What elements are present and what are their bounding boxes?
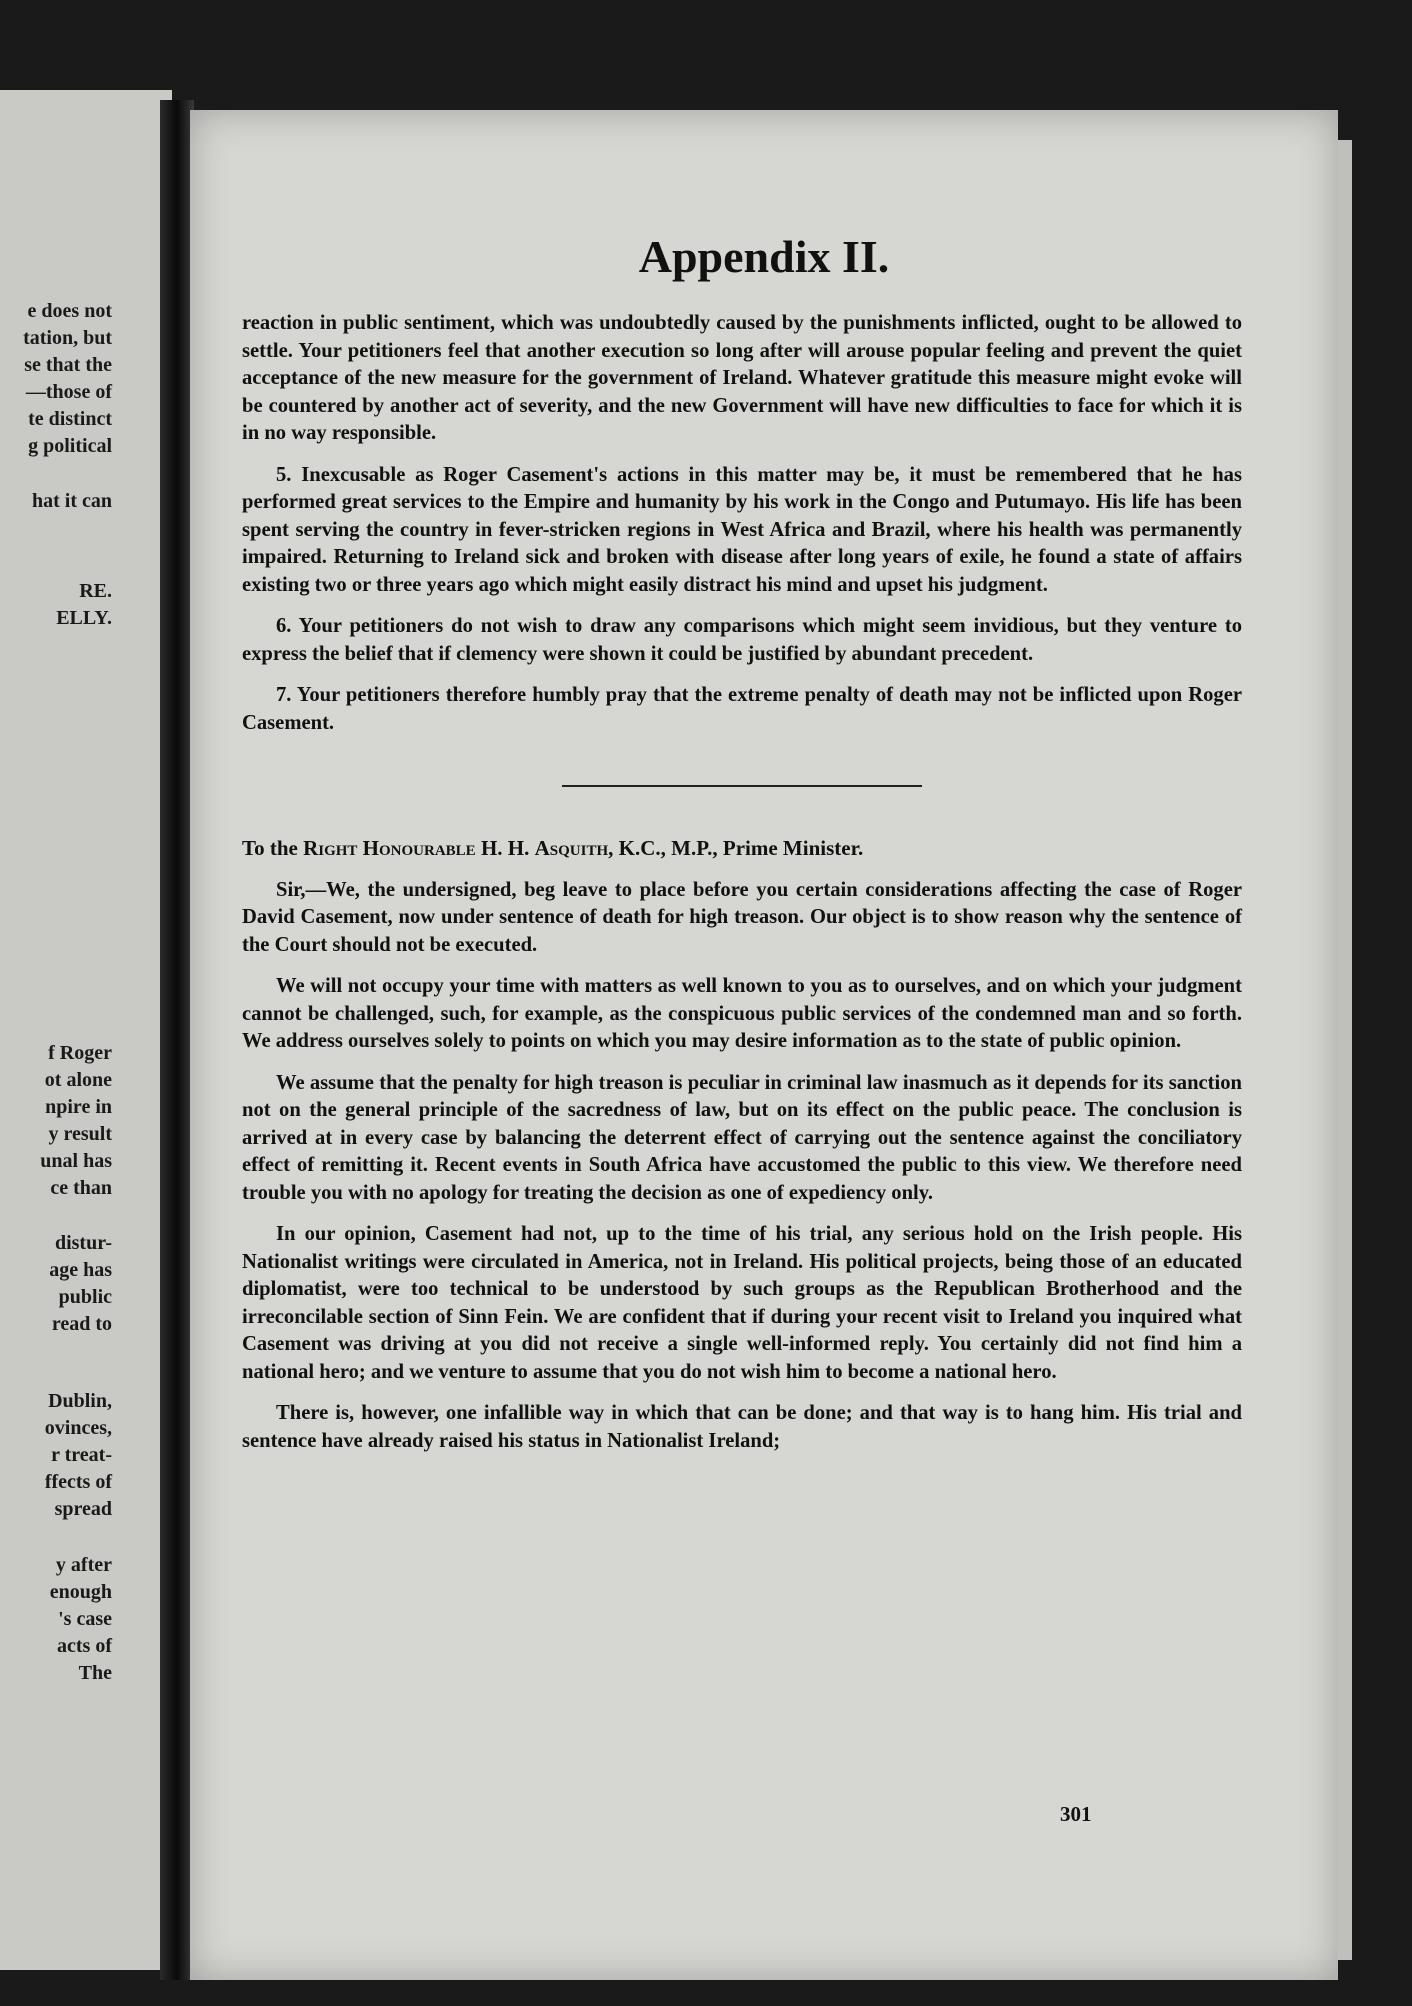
paragraph-continued: reaction in public sentiment, which was undoubtedly caused by the punishments inflicted, ought to be allowed to settle. Your petitioners feel that another execution so long after will arouse popular feeling and prevent the quiet acceptance of the new measure for the government of Ireland. Whatever gratitude this measure might evoke will be countered by another act of severity, and the new Government will have new difficulties to face for which it is in no way responsible. [242, 312, 1242, 444]
letter-paragraph-5: There is, however, one infallible way in which that can be done; and that way is to hang him. His trial and sentence have already raised his status in Nationalist Ireland; [242, 1402, 1242, 1452]
left-page-fragment: f Roger [48, 1042, 112, 1064]
left-page-fragment: ovinces, [44, 1417, 112, 1439]
letter-paragraph-2: We will not occupy your time with matters as well known to you as to ourselves, and on which your judgment cannot be challenged, such, for example, as the conspicuous public services of the condemned man and so forth. We address ourselves solely to points on which you may desire information as to the state of public opinion. [242, 975, 1242, 1052]
paragraph-5: 5. Inexcusable as Roger Casement's actions in this matter may be, it must be remembered that he has performed great services to the Empire and humanity by his work in the Congo and Putumayo. His life has been spent serving the country in fever-stricken regions in West Africa and Brazil, where his health was permanently impaired. Returning to Ireland sick and broken with disease after long years of exile, he found a state of affairs existing two or three years ago which might easily distract his mind and upset his judgment. [242, 463, 1242, 596]
left-page-fragment: distur- [54, 1232, 112, 1254]
left-page-fragment: e does not [27, 300, 112, 322]
left-page-fragment: RE. [79, 580, 112, 602]
letter-paragraph-4: In our opinion, Casement had not, up to the time of his trial, any serious hold on the Irish people. His Nationalist writings were circulated in America, not in Ireland. His political projects, being those of an educated diplomatist, were too technical to be understood by such groups as the Republican Brotherhood and the irreconcilable section of Sinn Fein. We are confident that if during your recent visit to Ireland you inquired what Casement was driving at you did not receive a single well-informed reply. You certainly did not find him a national hero; and we venture to assume that you do not wish him to become a national hero. [242, 1223, 1242, 1383]
left-page-fragment: hat it can [32, 490, 112, 512]
left-page-fragment: g political [28, 435, 112, 457]
left-page-fragment: read to [51, 1313, 112, 1335]
left-page-fragment: ELLY. [56, 607, 112, 629]
left-page-fragment: ffects of [44, 1471, 112, 1493]
book-gutter [160, 100, 194, 1980]
left-page-fragment: r treat- [51, 1444, 112, 1466]
letter-address [242, 835, 1242, 863]
left-page-fragment: te distinct [28, 408, 112, 430]
left-page-fragment: The [78, 1662, 112, 1684]
section-divider [562, 785, 922, 787]
left-page [0, 90, 172, 1970]
left-page-fragment: enough [49, 1581, 112, 1603]
left-page-fragment: Dublin, [48, 1390, 112, 1412]
page-title: Appendix II. [638, 231, 890, 282]
left-page-fragment: y result [48, 1123, 112, 1145]
left-page-fragment: age has [49, 1259, 112, 1281]
left-page-fragment: —those of [25, 381, 112, 403]
left-page-fragment: se that the [24, 354, 112, 376]
left-page-fragment: spread [54, 1498, 112, 1520]
address-name: H. H. [480, 836, 530, 860]
left-page-fragment: y after [55, 1554, 112, 1576]
letter-paragraph-3: We assume that the penalty for high treason is peculiar in criminal law inasmuch as it depends for its sanction not on the general principle of the sacredness of law, but on its effect on the public peace. The conclusion is arrived at in every case by balancing the deterrent effect of carrying out the sentence against the conciliatory effect of remitting it. Recent events in South Africa have accustomed the public to this view. We therefore need trouble you with no apology for treating the decision as one of expediency only. [242, 1071, 1242, 1204]
page-number: 301 [1060, 1802, 1092, 1826]
left-page-fragment: tation, but [23, 327, 112, 349]
left-page-fragment: unal has [40, 1150, 112, 1172]
letter-paragraph-1: Sir,—We, the undersigned, beg leave to place before you certain considerations affecting the case of Roger David Casement, now under sentence of death for high treason. Our object is to show reason why the sentence of the Court should not be executed. [242, 878, 1242, 956]
address-rest: , K.C., M.P., Prime Minister. [608, 836, 864, 860]
page-edge [1338, 140, 1352, 1960]
left-page-fragment: ce than [50, 1177, 112, 1199]
address-title: Right Honourable [303, 836, 476, 860]
page [190, 110, 1338, 1980]
left-page-fragment: acts of [57, 1635, 112, 1657]
page-body [242, 310, 1242, 1469]
left-page-fragment: public [58, 1286, 112, 1308]
left-page-fragment: npire in [45, 1096, 112, 1118]
left-page-fragment: 's case [58, 1608, 112, 1630]
address-surname: Asquith [534, 836, 609, 860]
paragraph-7: 7. Your petitioners therefore humbly pray that the extreme penalty of death may not be inflicted upon Roger Casement. [242, 684, 1242, 734]
left-page-fragment: ot alone [44, 1069, 112, 1091]
paragraph-6: 6. Your petitioners do not wish to draw any comparisons which might seem invidious, but they venture to express the belief that if clemency were shown it could be justified by abundant precedent. [242, 615, 1242, 665]
address-to: To the [242, 836, 298, 860]
